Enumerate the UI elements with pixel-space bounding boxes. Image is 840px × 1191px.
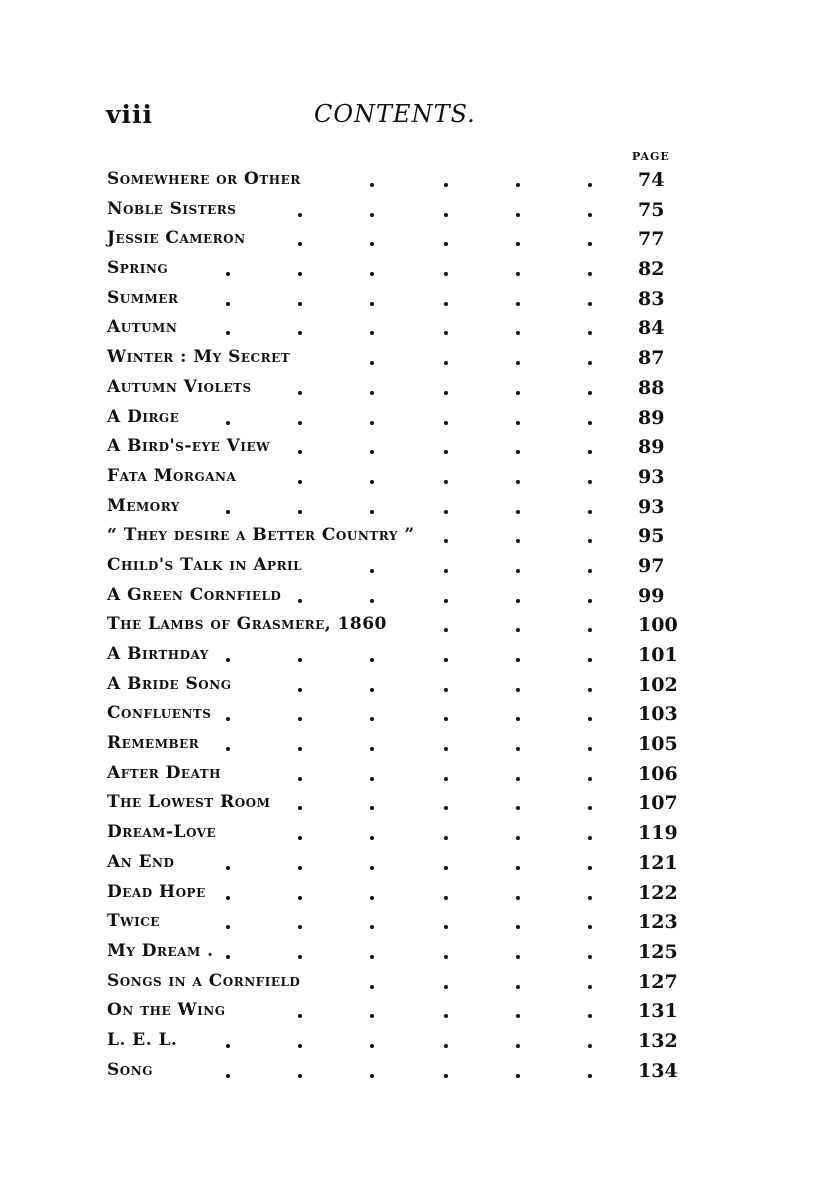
page-title: CONTENTS. [314,100,476,128]
toc-entry-title: Remember [107,733,200,754]
leader-dot [298,866,302,870]
leader-dot [370,331,374,335]
leader-dot [370,747,374,751]
leader-dot [370,777,374,781]
toc-entry [0,878,840,908]
leader-dot [588,510,592,514]
leader-dot [588,955,592,959]
toc-entry-page: 132 [638,1029,678,1052]
leader-dot [298,806,302,810]
toc-entry-page: 131 [638,1000,678,1023]
toc-entry-title: Child's Talk in April [107,554,303,575]
leader-dot [370,272,374,276]
leader-dot [588,450,592,454]
leader-dot [298,777,302,781]
leader-dot [226,658,230,662]
toc-entry-page: 89 [638,436,665,459]
toc-entry-title: On the Wing [107,1000,226,1021]
leader-dot [226,717,230,721]
toc-entry-page: 123 [638,911,678,934]
toc-entry-title: The Lambs of Grasmere, 1860 [107,614,387,635]
leader-dot [370,183,374,187]
leader-dot [444,925,448,929]
leader-dot [516,717,520,721]
toc-entry-title: Dream-Love [107,822,217,843]
leader-dot [444,569,448,573]
toc-entry [0,492,840,522]
leader-dot [226,925,230,929]
leader-dot [370,391,374,395]
leader-dot [444,717,448,721]
leader-dot [444,272,448,276]
leader-dot [516,539,520,543]
leader-dot [516,510,520,514]
toc-entry [0,403,840,433]
leader-dot [226,747,230,751]
toc-entry [0,670,840,700]
leader-dot [444,836,448,840]
leader-dot [516,658,520,662]
leader-dot [516,955,520,959]
toc-entry [0,1026,840,1056]
leader-dot [588,1044,592,1048]
leader-dot [516,925,520,929]
leader-dot [298,302,302,306]
leader-dot [226,1044,230,1048]
leader-dot [516,628,520,632]
toc-entry-title: Song [107,1059,153,1080]
toc-entry-page: 83 [638,287,665,310]
leader-dot [516,1044,520,1048]
leader-dot [516,480,520,484]
toc-entry-title: “ They desire a Better Country ” [107,525,415,546]
toc-entry-page: 100 [638,614,678,637]
leader-dot [588,331,592,335]
leader-dot [516,213,520,217]
leader-dot [516,599,520,603]
toc-entry [0,432,840,462]
leader-dot [444,955,448,959]
leader-dot [516,806,520,810]
leader-dot [226,421,230,425]
leader-dot [444,985,448,989]
toc-entry-title: Autumn [107,317,178,338]
toc-entry-page: 107 [638,792,678,815]
toc-entry-page: 97 [638,554,665,577]
leader-dot [588,421,592,425]
leader-dot [370,866,374,870]
leader-dot [370,896,374,900]
leader-dot [444,688,448,692]
leader-dot [370,658,374,662]
leader-dot [298,510,302,514]
toc-entry-page: 101 [638,644,678,666]
leader-dot [444,421,448,425]
toc-entry-page: 125 [638,940,678,963]
leader-dot [444,896,448,900]
toc-entry [0,195,840,225]
leader-dot [516,688,520,692]
leader-dot [370,1044,374,1048]
leader-dot [516,183,520,187]
leader-dot [516,777,520,781]
leader-dot [370,717,374,721]
leader-dot [370,213,374,217]
leader-dot [298,1044,302,1048]
page-number: viii [106,100,154,129]
leader-dot [444,628,448,632]
leader-dot [516,836,520,840]
toc-entry [0,640,840,670]
toc-entry-title: Summer [107,287,179,308]
leader-dot [588,836,592,840]
toc-entry-title: Noble Sisters [107,198,237,219]
toc-entry [0,343,840,373]
leader-dot [370,242,374,246]
leader-dot [516,1014,520,1018]
leader-dot [588,985,592,989]
leader-dot [588,183,592,187]
toc-entry-title: A Dirge [107,406,180,427]
leader-dot [444,599,448,603]
leader-dot [516,242,520,246]
toc-entry-title: Songs in a Cornfield [107,970,301,991]
leader-dot [298,1014,302,1018]
leader-dot [370,421,374,425]
leader-dot [370,925,374,929]
leader-dot [298,242,302,246]
leader-dot [370,806,374,810]
leader-dot [516,450,520,454]
toc-entry-page: 87 [638,347,665,370]
toc-entry [0,373,840,403]
leader-dot [588,1074,592,1078]
toc-entry-page: 84 [638,317,665,340]
leader-dot [226,866,230,870]
toc-entry-page: 93 [638,495,665,518]
leader-dot [444,480,448,484]
leader-dot [516,747,520,751]
leader-dot [516,421,520,425]
toc-entry-title: Somewhere or Other [107,169,301,189]
toc-entry-page: 127 [638,970,678,993]
leader-dot [370,1074,374,1078]
toc-entry-title: Confluents [107,703,212,724]
leader-dot [588,480,592,484]
leader-dot [444,806,448,810]
leader-dot [298,272,302,276]
toc-entry-title: Autumn Violets [107,376,252,397]
toc-entry-page: 105 [638,733,678,756]
toc-entry-title: L. E. L. [107,1029,178,1050]
leader-dot [298,925,302,929]
leader-dot [444,1044,448,1048]
toc-entry [0,848,840,878]
leader-dot [370,302,374,306]
toc-entry-title: A Green Cornfield [107,584,282,605]
leader-dot [444,1074,448,1078]
leader-dot [588,1014,592,1018]
leader-dot [588,806,592,810]
leader-dot [444,658,448,662]
leader-dot [516,391,520,395]
toc-entry-title: Twice [107,911,160,932]
leader-dot [588,391,592,395]
leader-dot [370,688,374,692]
leader-dot [444,539,448,543]
leader-dot [444,242,448,246]
leader-dot [298,896,302,900]
leader-dot [370,599,374,603]
toc-entry [0,818,840,848]
toc-entry-page: 75 [638,198,665,221]
leader-dot [588,717,592,721]
leader-dot [298,688,302,692]
leader-dot [226,331,230,335]
toc-entry-title: Memory [107,495,180,516]
toc-entry-title: A Birthday [107,644,209,664]
leader-dot [588,361,592,365]
leader-dot [298,213,302,217]
leader-dot [226,510,230,514]
toc-entry-page: 88 [638,376,665,399]
toc-entry-title: After Death [107,762,221,783]
toc-entry [0,284,840,314]
toc-entry-page: 102 [638,673,678,696]
toc-entry-page: 106 [638,762,678,785]
toc-entry-title: Fata Morgana [107,465,237,486]
toc-entry-page: 122 [638,881,678,904]
toc-entry [0,610,840,640]
toc-entry [0,165,840,195]
toc-entry-title: Dead Hope [107,881,206,902]
leader-dot [444,391,448,395]
leader-dot [298,1074,302,1078]
leader-dot [516,331,520,335]
leader-dot [444,302,448,306]
toc-entry-page: 119 [638,822,678,845]
leader-dot [588,599,592,603]
leader-dot [588,688,592,692]
toc-entry-page: 99 [638,584,665,607]
leader-dot [298,331,302,335]
toc-entry [0,699,840,729]
toc-entry-title: A Bride Song [107,673,232,694]
toc-entry-title: Spring [107,258,169,279]
leader-dot [444,866,448,870]
toc-entry [0,581,840,611]
leader-dot [298,658,302,662]
leader-dot [370,569,374,573]
leader-dot [588,747,592,751]
toc-entry-page: 77 [638,228,665,251]
leader-dot [298,836,302,840]
toc-entry [0,788,840,818]
leader-dot [370,361,374,365]
leader-dot [444,213,448,217]
leader-dot [444,450,448,454]
toc-entry-page: 93 [638,465,665,488]
toc-entry-title: A Bird's-eye View [107,436,271,457]
toc-entry [0,967,840,997]
leader-dot [516,866,520,870]
toc-entry [0,907,840,937]
page-column-label: PAGE [632,150,670,163]
toc-entry [0,1056,840,1086]
toc-entry-page: 89 [638,406,665,429]
leader-dot [588,896,592,900]
leader-dot [370,985,374,989]
leader-dot [370,955,374,959]
leader-dot [226,955,230,959]
toc-entry-page: 103 [638,703,678,726]
toc-entry [0,462,840,492]
leader-dot [516,302,520,306]
leader-dot [298,480,302,484]
toc-entry [0,254,840,284]
leader-dot [588,569,592,573]
leader-dot [298,391,302,395]
leader-dot [298,717,302,721]
leader-dot [444,747,448,751]
leader-dot [444,361,448,365]
toc-entry [0,313,840,343]
leader-dot [588,213,592,217]
leader-dot [588,272,592,276]
leader-dot [370,836,374,840]
leader-dot [298,450,302,454]
leader-dot [588,866,592,870]
leader-dot [226,272,230,276]
leader-dot [516,569,520,573]
leader-dot [588,628,592,632]
leader-dot [226,896,230,900]
leader-dot [516,1074,520,1078]
toc-entry-page: 82 [638,258,665,281]
leader-dot [370,450,374,454]
leader-dot [226,302,230,306]
leader-dot [516,896,520,900]
leader-dot [588,925,592,929]
leader-dot [298,747,302,751]
leader-dot [226,1074,230,1078]
toc-entry-page: 74 [638,169,665,191]
leader-dot [588,658,592,662]
toc-entry-title: My Dream . [107,940,214,961]
leader-dot [370,1014,374,1018]
toc-entry [0,551,840,581]
toc-entry [0,521,840,551]
toc-entry-title: Jessie Cameron [107,228,246,249]
leader-dot [444,183,448,187]
leader-dot [444,510,448,514]
toc-entry-title: The Lowest Room [107,792,271,813]
toc-entry [0,759,840,789]
leader-dot [370,510,374,514]
leader-dot [588,777,592,781]
toc-entry [0,224,840,254]
contents-list [0,165,840,1085]
toc-entry-page: 121 [638,851,678,874]
leader-dot [588,539,592,543]
leader-dot [588,302,592,306]
toc-entry [0,937,840,967]
leader-dot [298,421,302,425]
leader-dot [298,599,302,603]
leader-dot [444,777,448,781]
leader-dot [588,242,592,246]
leader-dot [444,1014,448,1018]
toc-entry [0,996,840,1026]
toc-entry-page: 134 [638,1059,678,1082]
toc-entry-title: Winter : My Secret [107,347,291,368]
toc-entry [0,729,840,759]
toc-entry-page: 95 [638,525,665,548]
leader-dot [516,361,520,365]
leader-dot [516,272,520,276]
leader-dot [516,985,520,989]
leader-dot [444,331,448,335]
leader-dot [298,955,302,959]
toc-entry-title: An End [107,851,175,872]
leader-dot [370,480,374,484]
